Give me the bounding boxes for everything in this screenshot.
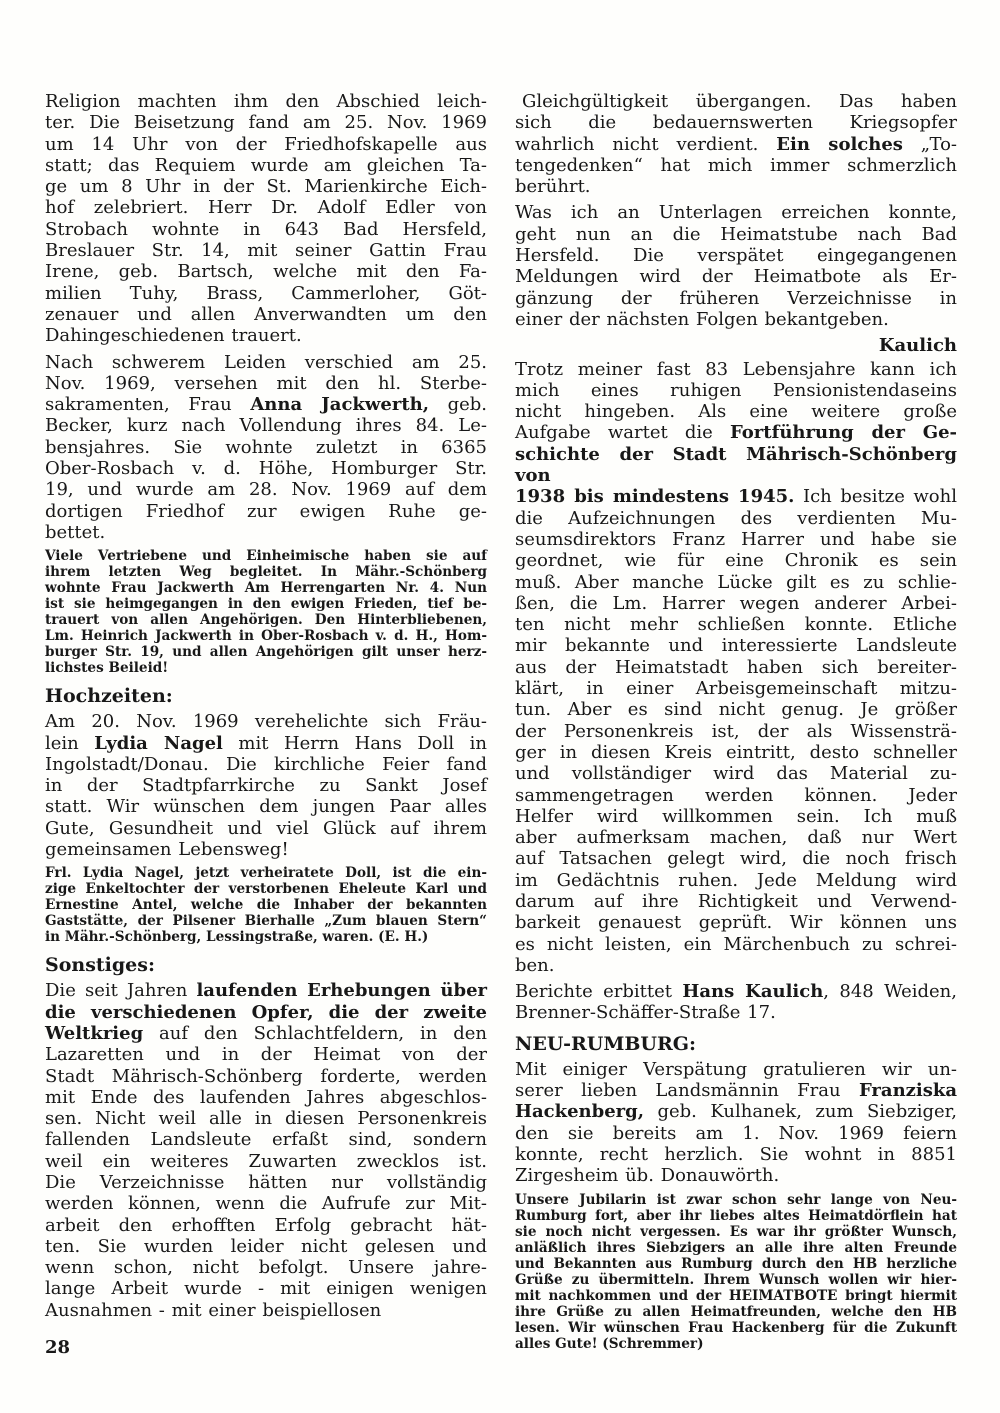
text-line: im Gedächtnis ruhen. Jede Meldung wird — [515, 869, 957, 891]
text-line: Was ich an Unterlagen erreichen konnte, — [515, 202, 957, 224]
text-line: wahrlich nicht verdient. Ein solches „To- — [515, 133, 957, 155]
text-line: Breslauer Str. 14, mit seiner Gattin Frau — [45, 240, 487, 262]
text-line: gemeinsamen Lebensweg! — [45, 839, 289, 861]
text-line: sich die bedauernswerten Kriegsopfer — [515, 112, 957, 134]
text-line: aber aufmerksam machen, daß nur Wert — [515, 827, 957, 849]
text-line: wenn schon, nicht befolgt. Unsere jahre- — [45, 1257, 487, 1279]
text-line: ten. Sie wurden leider nicht gelesen und — [45, 1235, 487, 1257]
column-right — [515, 91, 957, 1358]
text-line: Helfer wird willkommen sein. Ich muß — [515, 805, 957, 827]
section-heading — [45, 954, 487, 977]
text-line: geht nun an die Heimatstube nach Bad — [515, 223, 957, 245]
text-line: um 14 Uhr von der Friedhofskapelle aus — [45, 133, 487, 155]
text-line: ter. Die Beisetzung fand am 25. Nov. 1969 — [45, 112, 487, 134]
text-line: hof zelebriert. Herr Dr. Adolf Edler von — [45, 197, 487, 219]
text-line: Hersfeld. Die verspätet eingegangenen — [515, 245, 957, 267]
text-line: dortigen Friedhof zur ewigen Ruhe ge- — [45, 500, 487, 522]
body-paragraph — [515, 981, 957, 1024]
text-line: alles Gute! (Schremmer) — [515, 1335, 704, 1352]
text-line: NEU-RUMBURG: — [515, 1032, 697, 1055]
text-line: die Aufzeichnungen des verdienten Mu- — [515, 507, 957, 529]
text-line: Ingolstadt/Donau. Die kirchliche Feier fand — [45, 753, 487, 775]
text-line: bensjahres. Sie wohnte zuletzt in 6365 — [45, 436, 487, 458]
text-line: Viele Vertriebene und Einheimische haben sie auf — [45, 548, 487, 565]
text-line: lichstes Beileid! — [45, 660, 169, 677]
text-line: Weltkrieg auf den Schlachtfeldern, in den — [45, 1022, 487, 1044]
text-line: Zirgesheim üb. Donauwörth. — [515, 1165, 780, 1187]
text-line: Hackenberg, geb. Kulhanek, zum Siebziger, — [515, 1101, 957, 1123]
text-line: Gaststätte, der Pilsener Bierhalle „Zum blauen Stern“ — [45, 913, 487, 930]
text-line: Stadt Mährisch-Schönberg forderte, werden — [45, 1065, 487, 1087]
small-print-paragraph — [45, 548, 487, 676]
text-line: ben. — [515, 954, 555, 976]
text-line: klärt, in einer Arbeisgemeinschaft mitzu- — [515, 678, 957, 700]
text-line: zenauer und allen Anverwandten um den — [45, 303, 487, 325]
text-line: arbeit den erhofften Erfolg gebracht hät- — [45, 1214, 487, 1236]
text-line: Becker, kurz nach Vollendung ihres 84. Le- — [45, 415, 487, 437]
text-line: und vollständiger wird das Material zu- — [515, 763, 957, 785]
text-line: lesen. Wir wünschen Frau Hackenberg für die Zukunft — [515, 1319, 957, 1336]
signature-line — [515, 335, 957, 356]
text-line: mir bekannte und interessierte Landsleute — [515, 635, 957, 657]
text-line: Meldungen wird der Heimatbote als Er- — [515, 266, 957, 288]
text-line: ge um 8 Uhr in der St. Marienkirche Eich- — [45, 176, 487, 198]
body-paragraph — [45, 91, 487, 347]
text-line: trauert von allen Angehörigen. Den Hinterbliebenen, — [45, 612, 487, 629]
text-line: gänzung der früheren Verzeichnisse in — [515, 287, 957, 309]
text-line: ist sie heimgegangen in den ewigen Frieden, tief be- — [45, 596, 487, 613]
text-line: Religion machten ihm den Abschied leich- — [45, 91, 487, 112]
text-line: tun. Aber es sind nicht genug. Je größer — [515, 699, 957, 721]
text-line: nicht hingeben. Als eine weitere große — [515, 401, 957, 423]
text-line: wohnte Frau Jackwerth Am Herrengarten Nr. 4. Nun — [45, 580, 487, 597]
text-line: Die Verzeichnisse hätten nur vollständig — [45, 1171, 487, 1193]
text-line: Unsere Jubilarin ist zwar schon sehr lange von Neu- — [515, 1191, 957, 1208]
body-paragraph — [45, 352, 487, 544]
text-line: berührt. — [515, 176, 591, 198]
text-line: der Personenkreis ist, der als Wissensträ- — [515, 720, 957, 742]
text-line: Gute, Gesundheit und viel Glück auf ihrem — [45, 817, 487, 839]
text-line: es nicht leisten, ein Märchenbuch zu schrei- — [515, 933, 957, 955]
text-line: Nach schwerem Leiden verschied am 25. — [45, 351, 487, 373]
text-line: sen. Nicht weil alle in diesen Personenkreis — [45, 1108, 487, 1130]
section-heading — [515, 1033, 957, 1056]
text-line: die verschiedenen Opfer, die der zweite — [45, 1001, 487, 1023]
body-paragraph — [515, 1059, 957, 1187]
text-line: bettet. — [45, 521, 106, 543]
text-line: burger Str. 19, und allen Angehörigen gilt unser herz- — [45, 644, 487, 661]
text-line: und Bekannten aus Rumburg durch den HB herzliche — [515, 1255, 957, 1272]
text-line: mit nachkommen und der HEIMATBOTE bringt hiermit — [515, 1287, 957, 1304]
text-line: ihre Grüße zu allen Heimatfreunden, welche den HB — [515, 1303, 957, 1320]
text-line: einer der nächsten Folgen bekantgeben. — [515, 308, 889, 330]
text-line: statt; das Requiem wurde am gleichen Ta- — [45, 154, 487, 176]
text-line: mit Ende des laufenden Jahres abgeschlos- — [45, 1086, 487, 1108]
text-line: zige Enkeltochter der verstorbenen Eheleute Karl und — [45, 881, 487, 898]
text-line: Ober-Rosbach v. d. Höhe, Homburger Str. — [45, 458, 487, 480]
text-line: ßen, die Lm. Harrer wegen anderer Arbei- — [515, 592, 957, 614]
text-line: statt. Wir wünschen dem jungen Paar alles — [45, 796, 487, 818]
text-line: milien Tuhy, Brass, Cammerloher, Göt- — [45, 282, 487, 304]
text-line: tengedenken“ hat mich immer schmerzlich — [515, 154, 957, 176]
text-line: darum auf ihre Richtigkeit und Verwend- — [515, 890, 957, 912]
text-line: den sie bereits am 1. Nov. 1969 feiern — [515, 1122, 957, 1144]
text-line: Hochzeiten: — [45, 685, 173, 708]
text-line: aus der Heimatstadt haben sich bereiter- — [515, 656, 957, 678]
body-paragraph — [515, 91, 957, 197]
text-line: auf Tatsachen gelegt wird, die noch frisch — [515, 848, 957, 870]
text-line: Rumburg fort, aber ihr liebes altes Heimatdörflein hat — [515, 1207, 957, 1224]
text-line: weil ein weiteres Zuwarten zwecklos ist. — [45, 1150, 487, 1172]
body-paragraph — [515, 359, 957, 977]
text-line: 1938 bis mindestens 1945. Ich besitze wohl — [515, 486, 957, 508]
text-line: geordnet, wie für eine Chronik es sein — [515, 550, 957, 572]
text-line: Lazaretten und in der Heimat von der — [45, 1044, 487, 1066]
text-line: 19, und wurde am 28. Nov. 1969 auf dem — [45, 479, 487, 501]
column-left — [45, 91, 487, 1358]
text-line: konnte, recht herzlich. Sie wohnt in 8851 — [515, 1143, 957, 1165]
section-heading — [45, 685, 487, 708]
text-line: ihrem letzten Weg begleitet. In Mähr.-Schönberg — [45, 564, 487, 581]
text-line: muß. Aber manche Lücke gilt es zu schlie- — [515, 571, 957, 593]
text-line: in der Stadtpfarrkirche zu Sankt Josef — [45, 775, 487, 797]
text-line: Trotz meiner fast 83 Lebensjahre kann ich — [515, 358, 957, 380]
text-line: Gleichgültigkeit übergangen. Das haben — [522, 91, 957, 112]
text-line: ger in diesen Kreis eintritt, desto schneller — [515, 741, 957, 763]
small-print-paragraph — [45, 865, 487, 945]
text-line: Kaulich — [878, 335, 957, 357]
text-line: Strobach wohnte in 643 Bad Hersfeld, — [45, 218, 487, 240]
text-line: werden können, wenn die Aufrufe zur Mit- — [45, 1193, 487, 1215]
text-line: serer lieben Landsmännin Frau Franziska — [515, 1080, 957, 1102]
text-line: sie noch nicht vergessen. Es war ihr größter Wunsch, — [515, 1223, 957, 1240]
text-line: sakramenten, Frau Anna Jackwerth, geb. — [45, 394, 488, 416]
text-line: Am 20. Nov. 1969 verehelichte sich Fräu- — [45, 711, 487, 733]
text-line: Irene, geb. Bartsch, welche mit den Fa- — [45, 261, 487, 283]
body-paragraph — [45, 711, 487, 860]
text-line: Die seit Jahren laufenden Erhebungen über — [45, 980, 487, 1002]
text-line: Brenner-Schäffer-Straße 17. — [515, 1002, 776, 1024]
small-print-paragraph — [515, 1192, 957, 1352]
text-line: Sonstiges: — [45, 954, 155, 977]
text-line: schichte der Stadt Mährisch-Schönberg von — [515, 443, 957, 487]
text-line: seumsdirektors Franz Harrer und habe sie — [515, 528, 957, 550]
text-line: sammengetragen werden können. Jeder — [515, 784, 957, 806]
text-line: Dahingeschiedenen trauert. — [45, 325, 302, 347]
body-paragraph — [45, 980, 487, 1321]
text-line: Berichte erbittet Hans Kaulich, 848 Weiden, — [515, 981, 957, 1003]
text-line: fallenden Landsleute erfaßt sind, sondern — [45, 1129, 487, 1151]
text-line: Lm. Heinrich Jackwerth in Ober-Rosbach v. d. H., Hom- — [45, 628, 487, 645]
text-line: mich eines ruhigen Pensionistendaseins — [515, 379, 957, 401]
text-line: Ernestine Antel, welche die Inhaber der bekannten — [45, 897, 487, 914]
page-number: 28 — [45, 1337, 71, 1359]
text-line: Frl. Lydia Nagel, jetzt verheiratete Doll, ist die ein- — [45, 865, 487, 882]
text-line: Ausnahmen - mit einer beispiellosen — [45, 1299, 382, 1321]
text-line: ten nicht mehr schließen konnte. Etliche — [515, 614, 957, 636]
body-paragraph — [515, 202, 957, 330]
text-line: barkeit genauest geprüft. Wir können uns — [515, 912, 957, 934]
text-line: Mit einiger Verspätung gratulieren wir un- — [515, 1058, 957, 1080]
text-line: in Mähr.-Schönberg, Lessingstraße, waren. (E. H.) — [45, 929, 429, 946]
text-line: Grüße zu übermitteln. Ihrem Wunsch wollen wir hier- — [515, 1271, 957, 1288]
text-line: anläßlich ihres Siebzigers an alle ihre alten Freunde — [515, 1239, 957, 1256]
text-line: Aufgabe wartet die Fortführung der Ge- — [515, 422, 957, 444]
text-line: Nov. 1969, versehen mit den hl. Sterbe- — [45, 372, 487, 394]
text-line: lange Arbeit wurde - mit einigen wenigen — [45, 1278, 487, 1300]
text-line: lein Lydia Nagel mit Herrn Hans Doll in — [45, 732, 487, 754]
